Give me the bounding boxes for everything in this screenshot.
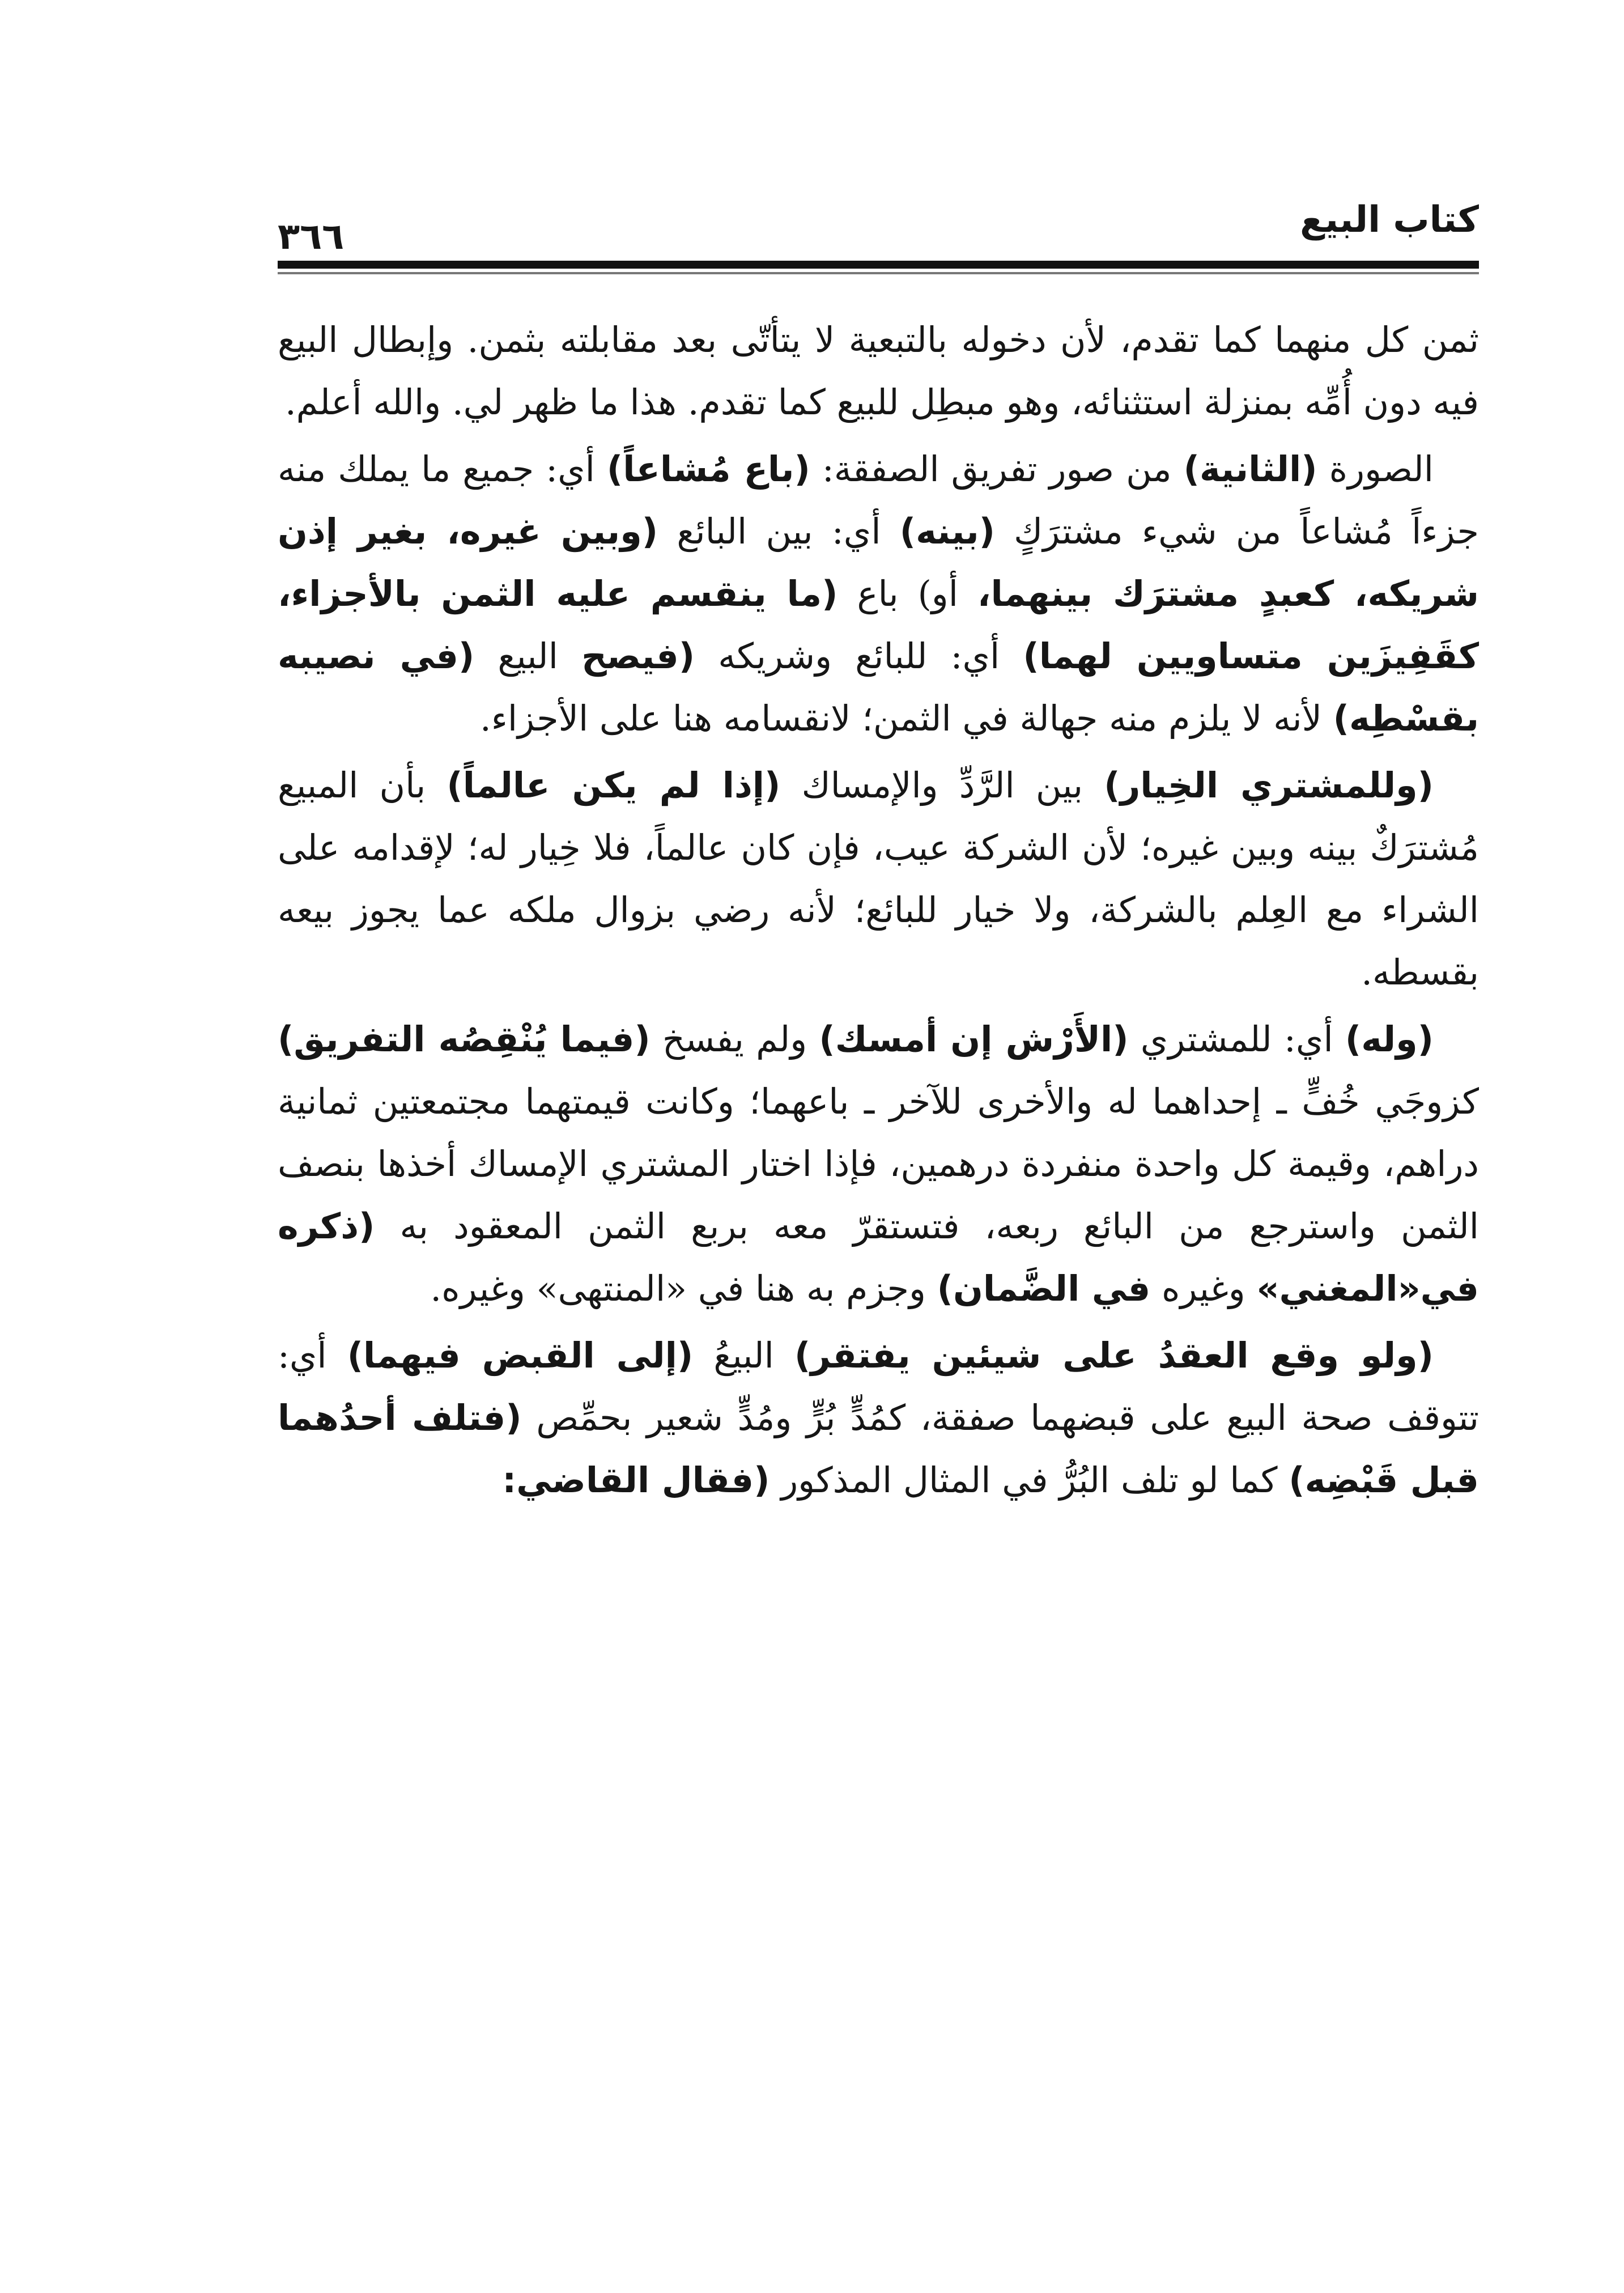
- matn-text: (باع مُشاعاً): [606, 448, 810, 490]
- sharh-text: كما لو تلف البُرُّ في المثال المذكور: [770, 1459, 1289, 1501]
- header-rule-thin: [278, 272, 1479, 274]
- header-rule: [278, 261, 1479, 269]
- paragraph: [278, 754, 1479, 1004]
- paragraph: [278, 1008, 1479, 1320]
- sharh-text: وغيره: [1150, 1268, 1257, 1309]
- sharh-text: ولم يفسخ: [650, 1018, 819, 1060]
- matn-text: (ولو وقع العقدُ على شيئين يفتقر): [794, 1335, 1434, 1376]
- paragraph: [278, 1324, 1479, 1511]
- matn-text: (فيصح: [581, 635, 695, 677]
- paragraph: [278, 438, 1479, 750]
- sharh-text: أو) باع: [837, 573, 977, 614]
- sharh-text: ثمن كل منهما كما تقدم، لأن دخوله بالتبعية لا يتأتّى بعد مقابلته بثمن. وإبطال البيع فيه دون أُمِّه بمنزلة استثنائه، وهو مبطِل للبيع كما تقدم. هذا ما ظهر لي. والله أعلم.: [278, 319, 1479, 423]
- matn-text: (الثانية): [1183, 448, 1317, 490]
- paragraph: [278, 309, 1479, 434]
- running-title: كتاب البيع: [1300, 199, 1479, 241]
- body-text: [278, 309, 1479, 1516]
- matn-text: (وللمشتري الخِيار): [1104, 765, 1434, 806]
- matn-text: (ذكره في«المغني»: [278, 1205, 1479, 1309]
- matn-text: (الأَرْش إن أمسك): [819, 1018, 1129, 1060]
- sharh-text: أي: بين البائع: [658, 511, 900, 552]
- matn-text: (وبين غيره، بغير إذن شريكه، كعبدٍ مشترَك بينهما،: [278, 511, 1479, 614]
- matn-text: (فتلف أحدُهما قبل قَبْضِه): [278, 1397, 1479, 1501]
- matn-text: (إذا لم يكن عالماً): [447, 765, 781, 806]
- matn-text: (وله): [1345, 1018, 1434, 1060]
- sharh-text: البيعُ: [693, 1335, 794, 1376]
- sharh-text: كزوجَي خُفٍّ ـ إحداهما له والأخرى للآخر ـ باعهما؛ وكانت قيمتهما مجتمعتين ثمانية دراهم، وقيمة كل واحدة منفردة درهمين، فإذا اختار المشتري الإمساك أخذها بنصف الثمن واسترجع من البائع ربعه، فتستقرّ معه بربع الثمن المعقود به: [278, 1081, 1479, 1247]
- sharh-text: بين الرَّدِّ والإمساك: [780, 765, 1104, 806]
- page-number: ٣٦٦: [278, 216, 345, 258]
- page-header: [278, 187, 1479, 272]
- sharh-text: أي: للبائع وشريكه: [695, 635, 1023, 677]
- sharh-text: من صور تفريق الصفقة:: [810, 448, 1184, 490]
- matn-text: (إلى القبض فيهما): [347, 1335, 694, 1376]
- sharh-text: الصورة: [1317, 448, 1434, 490]
- sharh-text: البيع: [474, 635, 582, 677]
- sharh-text: بأن المبيع مُشترَكٌ بينه وبين غيره؛ لأن الشركة عيب، فإن كان عالماً، فلا خِيار له؛ لإقدامه على الشراء مع العِلم بالشركة، ولا خيار للبائع؛ لأنه رضي بزوال ملكه عما يجوز بيعه بقسطه.: [278, 765, 1479, 993]
- matn-text: (فيما يُنْقِصُه التفريق): [278, 1018, 651, 1060]
- matn-text: (ما ينقسم عليه الثمن بالأجزاء، كقَفِيزَين متساويين لهما): [278, 573, 1480, 677]
- sharh-text: أي: تتوقف صحة البيع على قبضهما صفقة، كمُدٍّ بُرٍّ ومُدٍّ شعير بحمِّص: [278, 1335, 1479, 1438]
- sharh-text: لأنه لا يلزم منه جهالة في الثمن؛ لانقسامه هنا على الأجزاء.: [479, 698, 1333, 739]
- sharh-text: أي: للمشتري: [1128, 1018, 1345, 1060]
- matn-text: (في نصيبه بقسْطِه): [278, 635, 1479, 739]
- sharh-text: أي: جميع ما يملك منه جزءاً مُشاعاً من شيء مشترَكٍ: [278, 448, 1479, 552]
- matn-text: (بينه): [899, 511, 995, 552]
- matn-text: في الضَّمان): [937, 1268, 1151, 1309]
- matn-text: (فقال القاضي:: [502, 1459, 770, 1501]
- sharh-text: وجزم به هنا في «المنتهى» وغيره.: [430, 1268, 937, 1309]
